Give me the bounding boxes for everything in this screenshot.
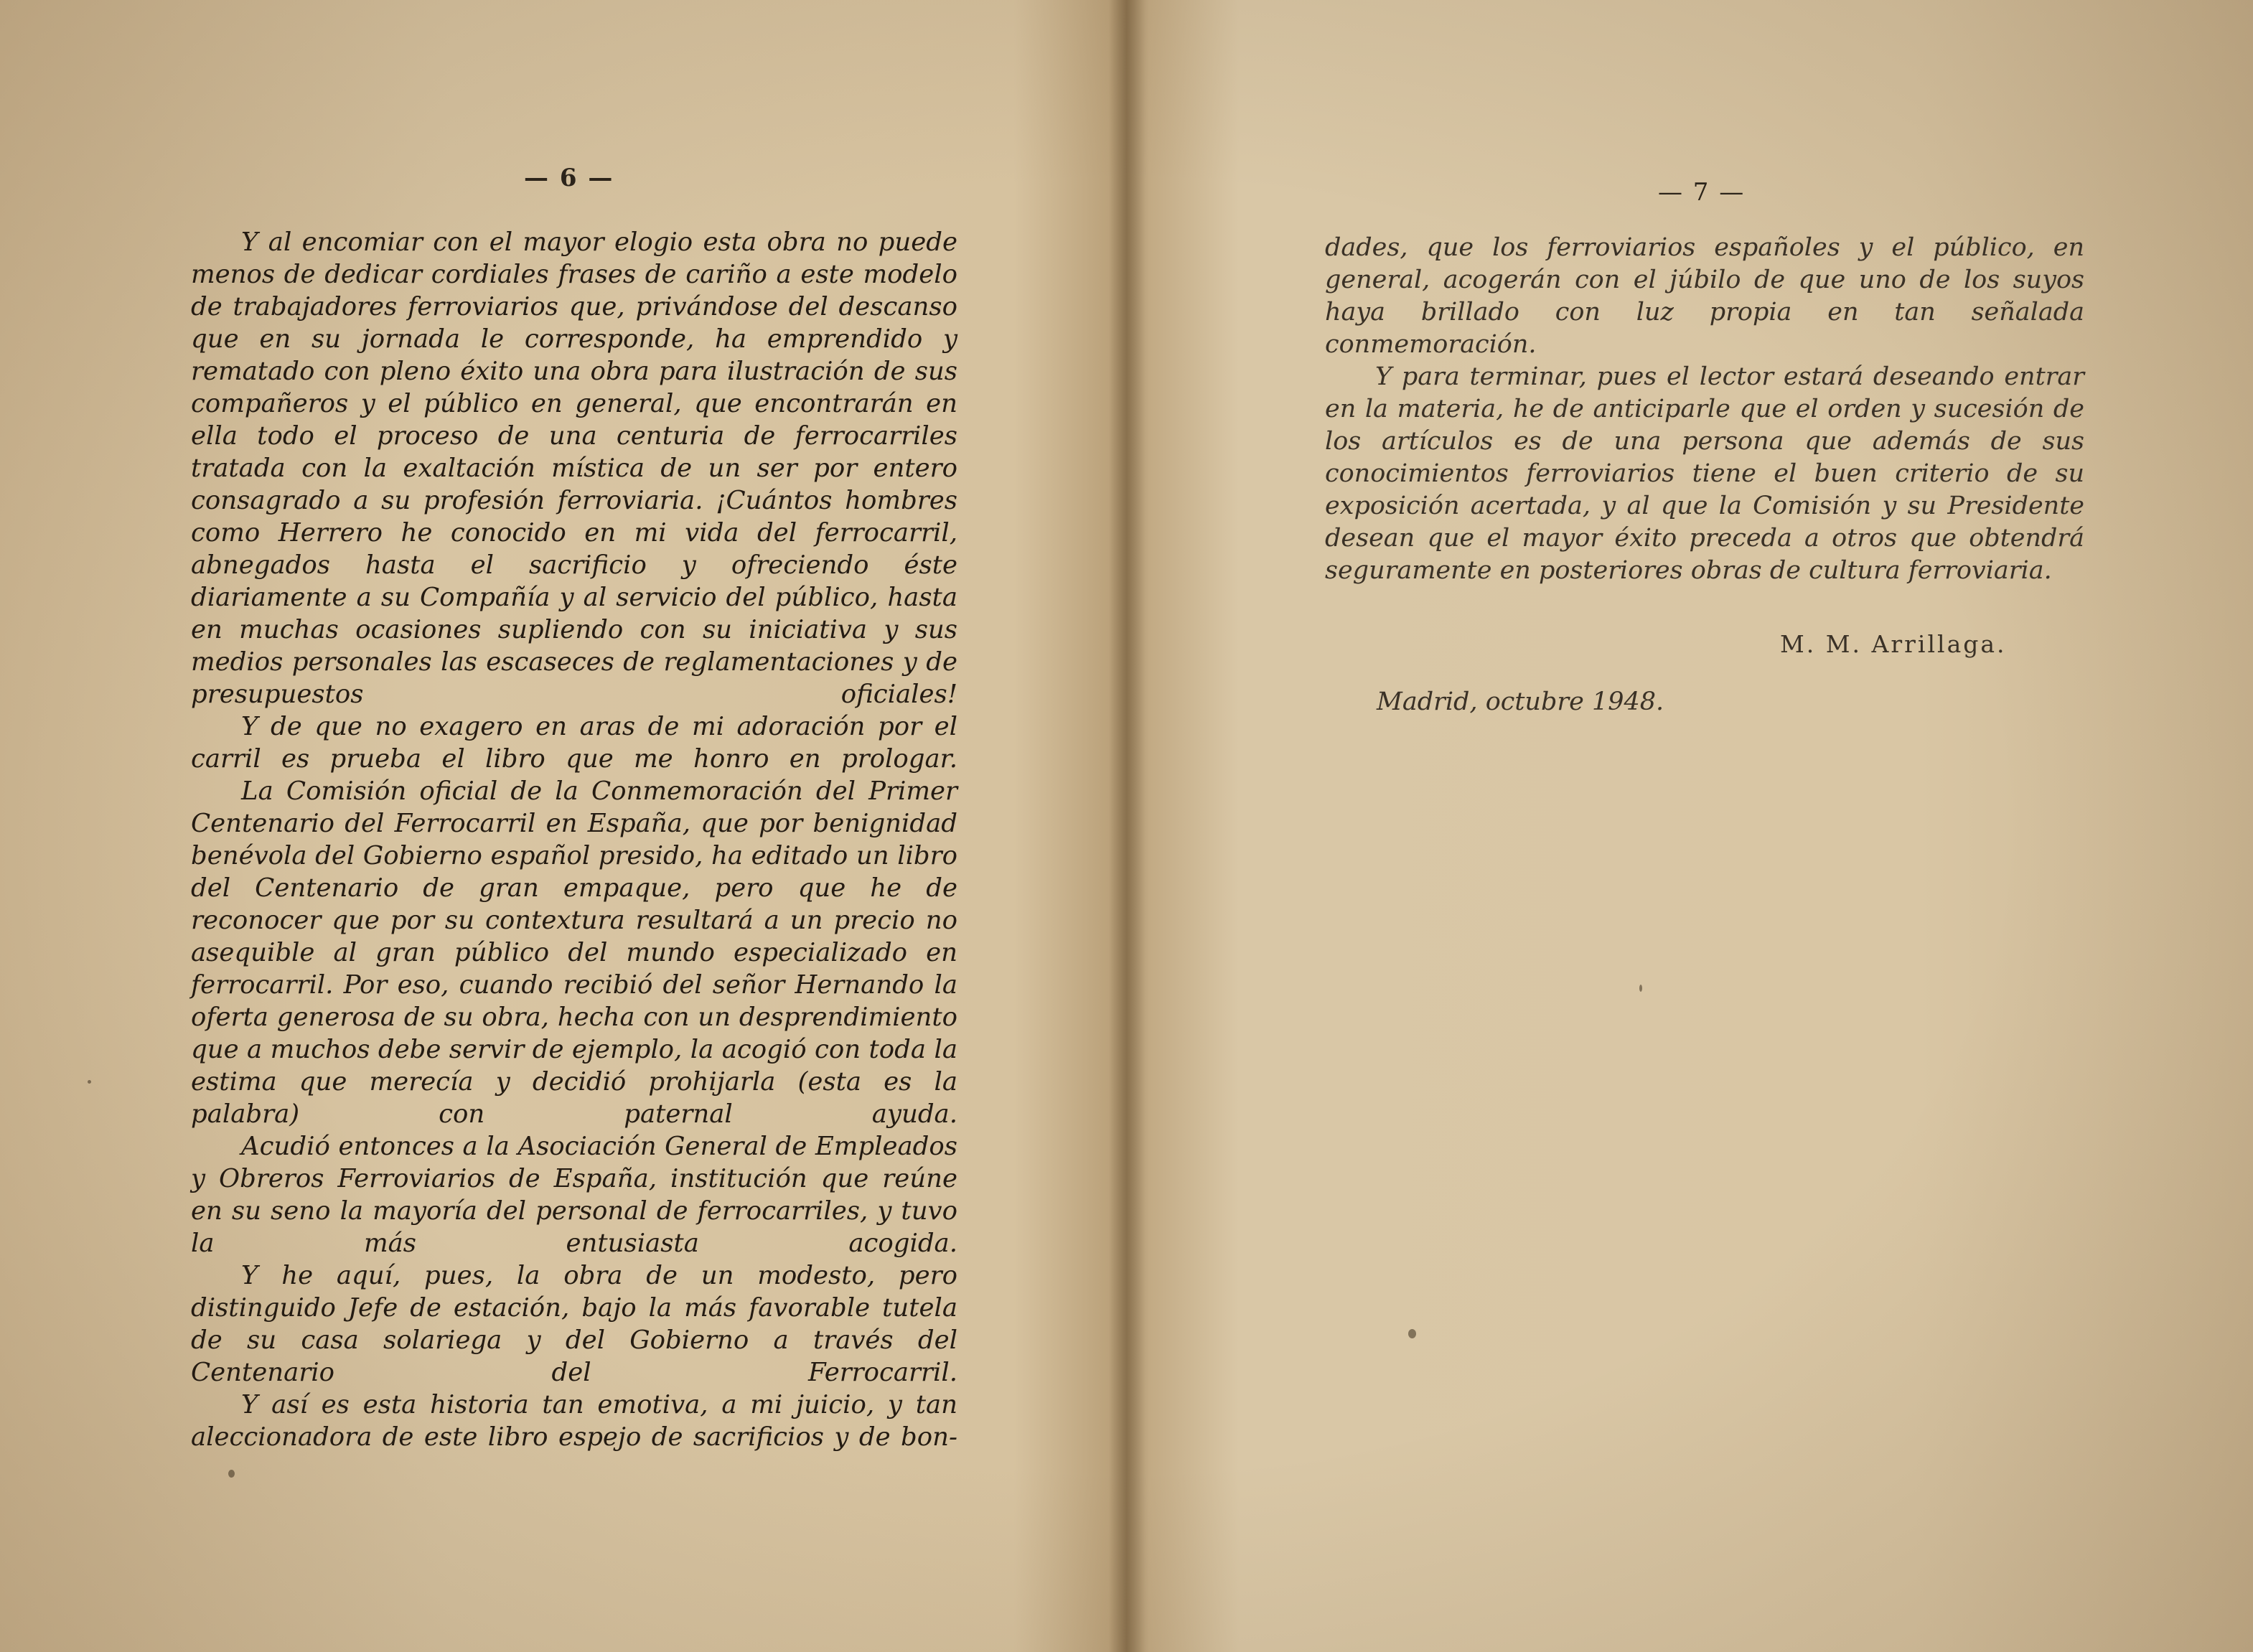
author-signature: M. M. Arrillaga. <box>1780 630 2007 658</box>
paragraph: dades, que los ferroviarios españoles y el público, en general, acogerán con el júbilo de que uno de los suyos haya brillado con luz propia en tan señalada conmemoración. <box>1325 233 2084 359</box>
right-page-body <box>1325 232 2084 587</box>
left-page-body <box>191 226 957 1453</box>
page-number-7: — 7 — <box>1658 178 1746 207</box>
dateline: Madrid, octubre 1948. <box>1377 687 1664 716</box>
paragraph: Y para terminar, pues el lector estará deseando entrar en la materia, he de anticiparle que el orden y sucesión de los artículos es de una persona que además de sus conocimientos ferroviarios tiene el buen criterio de su exposición acertada, y al que la Comisión y su Presidente desean que el mayor éxito preceda a otros que obtendrá seguramente en posteriores obras de cultura ferroviaria. <box>1325 362 2084 585</box>
ink-speck <box>1408 1329 1416 1338</box>
paragraph: Y al encomiar con el mayor elogio esta obra no puede menos de dedicar cordiales frases de cariño a este modelo de trabajadores ferroviarios que, privándose del descanso que en su jornada le corresponde, ha emprendido y rematado con pleno éxito una obra para ilustración de sus compañeros y el público en general, que encontrarán en ella todo el proceso de una centuria de ferrocarriles tratada con la exaltación mística de un ser por entero consagrado a su profesión ferroviaria. ¡Cuántos hombres como Herrero he conocido en mi vida del ferrocarril, abnegados hasta el sacrificio y ofreciendo éste diariamente a su Compañía y al servicio del público, hasta en muchas ocasiones supliendo con su iniciativa y sus medios personales las escaseces de reglamentaciones y de presupuestos oficiales! <box>191 227 957 709</box>
ink-speck <box>88 1080 91 1084</box>
paragraph: La Comisión oficial de la Conmemoración del Primer Centenario del Ferrocarril en España, que por benignidad benévola del Gobierno español presido, ha editado un libro del Centenario de gran empaque, pero que he de reconocer que por su contextura resultará a un precio no asequible al gran público del mundo especializado en ferrocarril. Por eso, cuando recibió del señor Hernando la oferta generosa de su obra, hecha con un desprendimiento que a muchos debe servir de ejemplo, la acogió con toda la estima que merecía y decidió prohijarla (esta es la palabra) con paternal ayuda. <box>191 776 957 1129</box>
left-page <box>0 0 1120 1652</box>
paragraph: Y he aquí, pues, la obra de un modesto, pero distinguido Jefe de estación, bajo la más favorable tutela de su casa solariega y del Gobierno a través del Centenario del Ferrocarril. <box>191 1261 957 1387</box>
ink-speck <box>228 1470 235 1478</box>
paragraph: Y así es esta historia tan emotiva, a mi juicio, y tan aleccionadora de este libro espejo de sacrificios y de bon- <box>191 1390 957 1452</box>
paragraph: Acudió entonces a la Asociación General de Empleados y Obreros Ferroviarios de España, institución que reúne en su seno la mayoría del personal de ferrocarriles, y tuvo la más entusiasta acogida. <box>191 1132 957 1258</box>
page-number-6: — 6 — <box>524 164 614 192</box>
ink-speck <box>1639 985 1642 992</box>
paragraph: Y de que no exagero en aras de mi adoración por el carril es prueba el libro que me honro en prologar. <box>191 712 957 774</box>
